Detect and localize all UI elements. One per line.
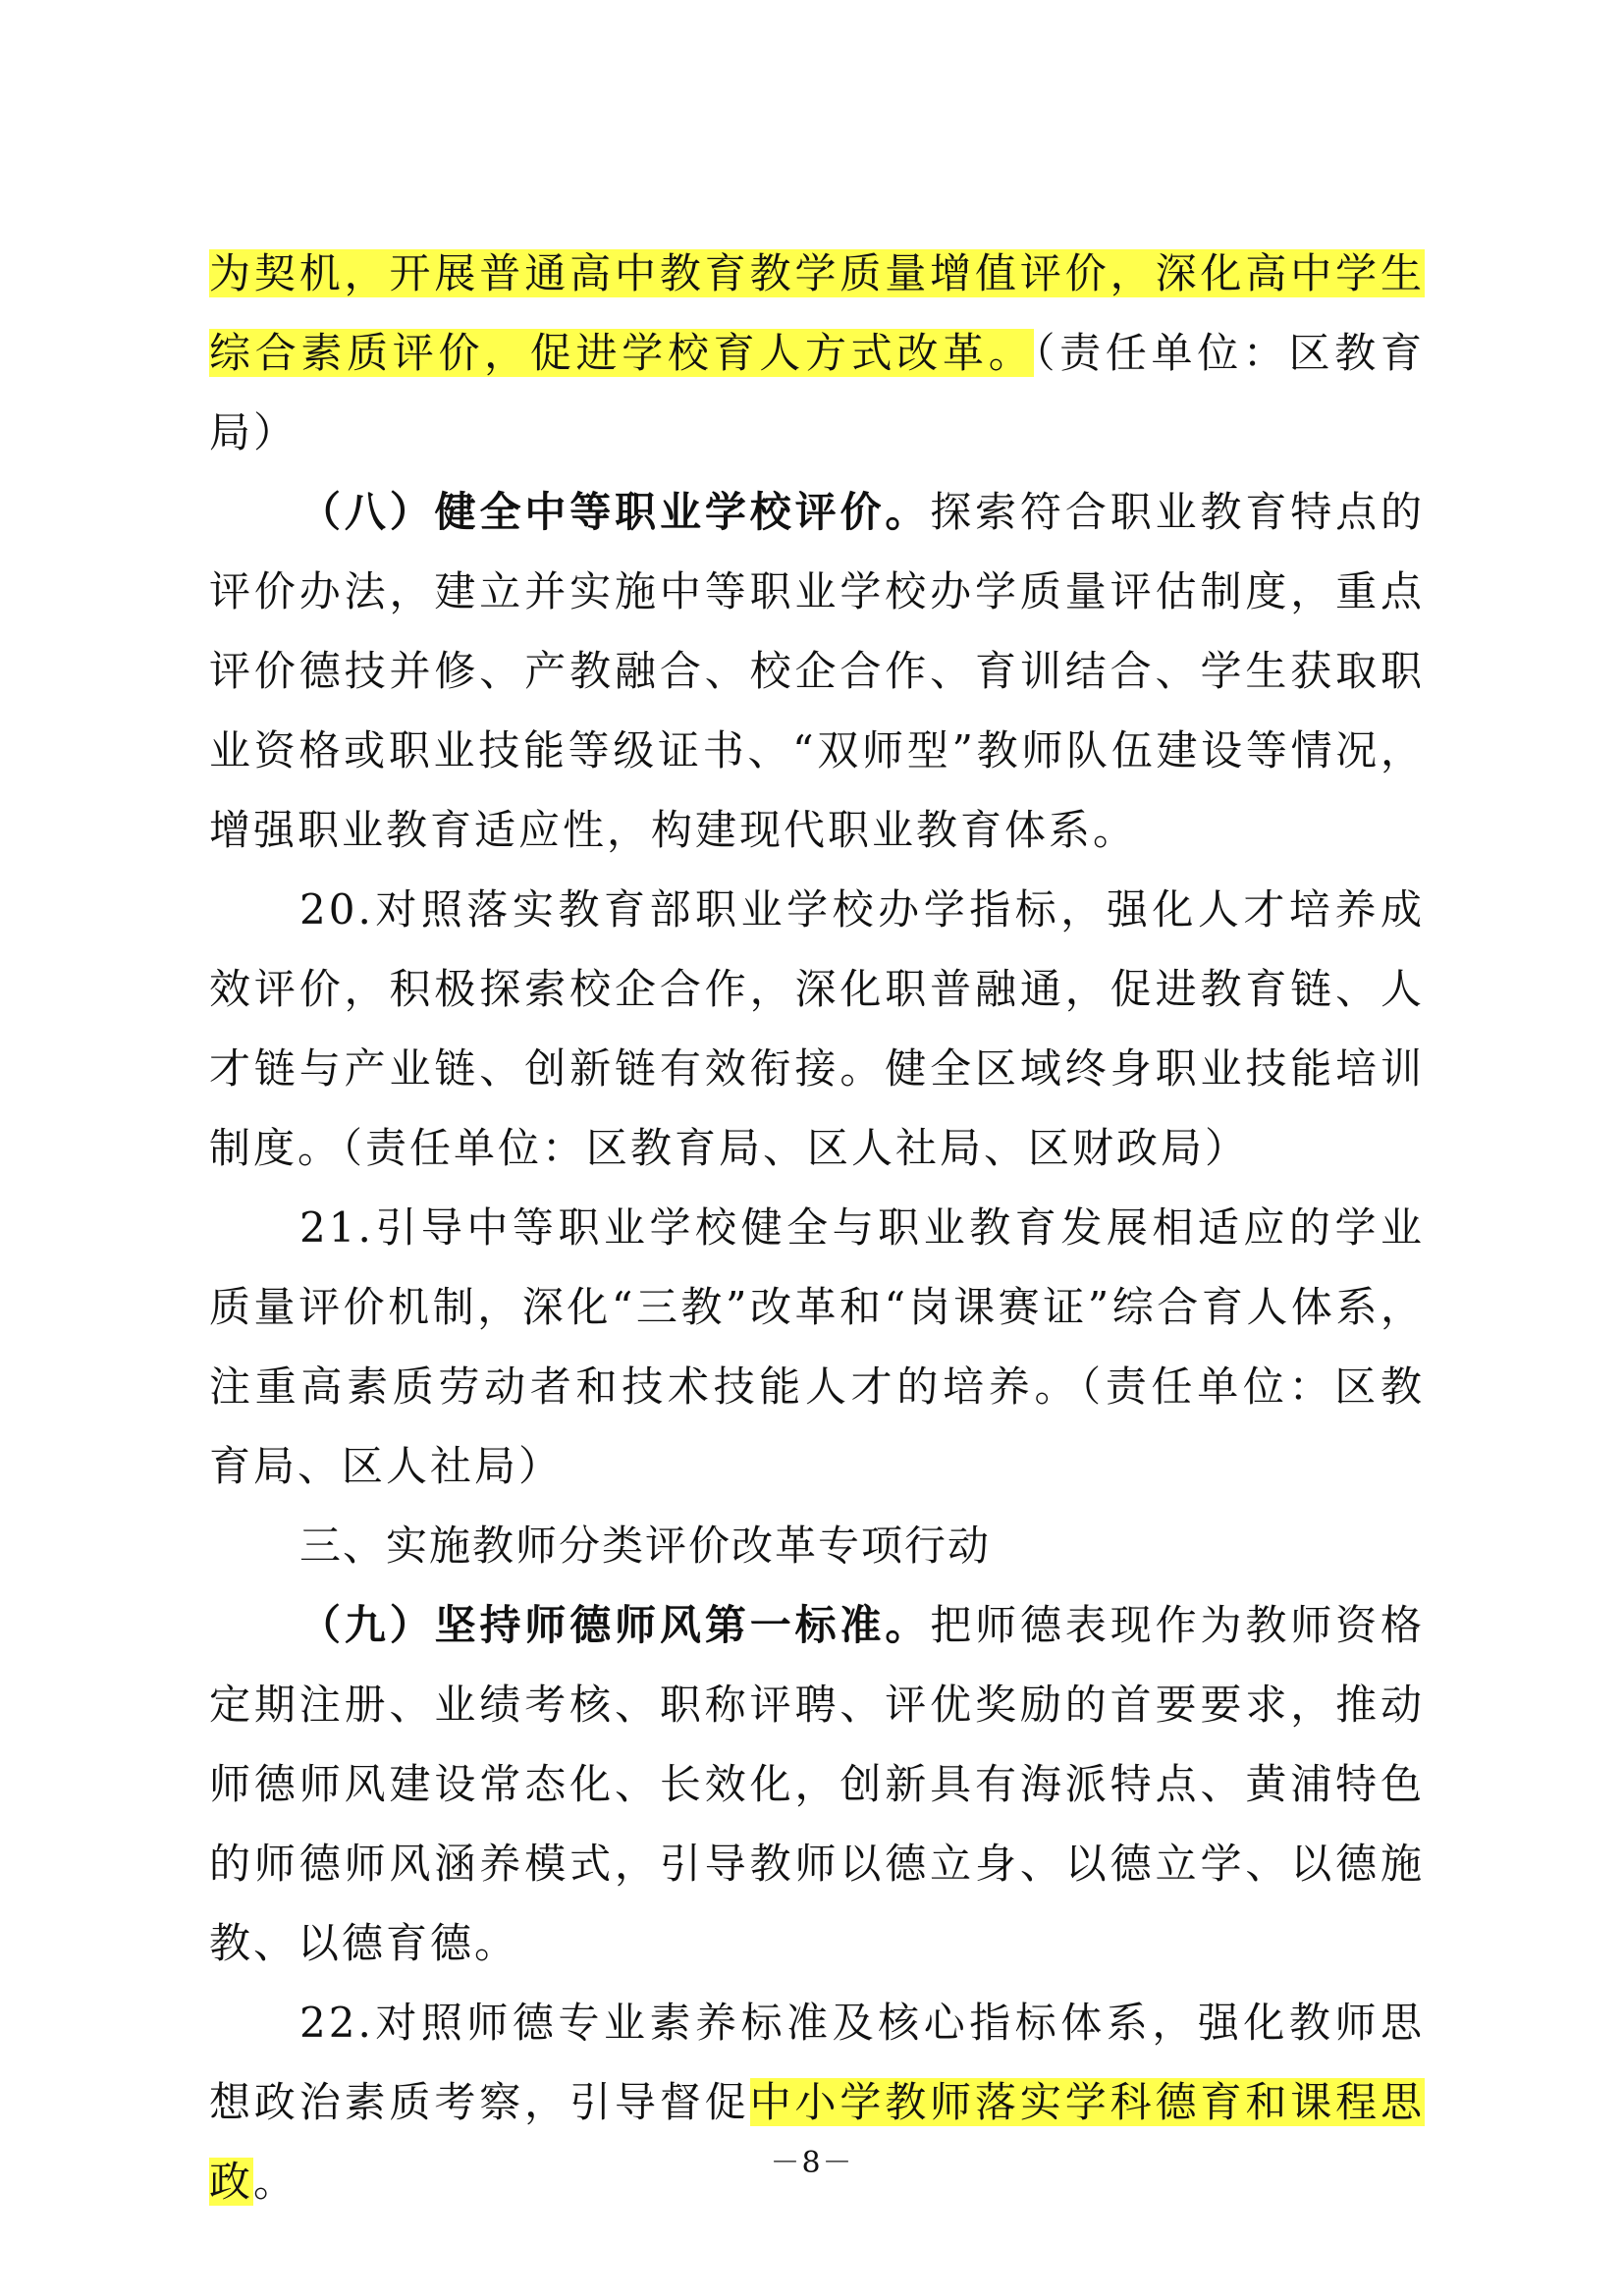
section-9-paragraph — [209, 1585, 1425, 1983]
section-8-paragraph — [209, 472, 1425, 870]
item-22-paragraph — [209, 1983, 1425, 2221]
item-22-body: 22.对照师德专业素养标准及核心指标体系，强化教师思想政治素质考察，引导督促 — [209, 1999, 1425, 2126]
chapter-3-heading: 三、实施教师分类评价改革专项行动 — [299, 1522, 992, 1570]
section-9-body: 把师德表现作为教师资格定期注册、业绩考核、职称评聘、评优奖励的首要要求，推动师德师风建设常态化、长效化，创新具有海派特点、黄浦特色的师德师风涵养模式，引导教师以德立身、以德立学、以德施教、以德育德。 — [209, 1601, 1425, 1967]
continuation-paragraph — [209, 234, 1425, 472]
document-body — [209, 234, 1425, 2221]
responsibility-note: （责任单位：区教育局） — [209, 329, 1425, 456]
item-21-paragraph: 21.引导中等职业学校健全与职业教育发展相适应的学业质量评价机制，深化“三教”改革和“岗课赛证”综合育人体系，注重高素质劳动者和技术技能人才的培养。（责任单位：区教育局、区人社局） — [209, 1203, 1425, 1490]
page-number: －8－ — [770, 2146, 854, 2180]
item-20-paragraph: 20.对照落实教育部职业学校办学指标，强化人才培养成效评价，积极探索校企合作，深化职普融通，促进教育链、人才链与产业链、创新链有效衔接。健全区域终身职业技能培训制度。（责任单位：区教育局、区人社局、区财政局） — [209, 885, 1425, 1172]
section-9-title: （九）坚持师德师风第一标准。 — [299, 1601, 931, 1649]
highlighted-text: 为契机，开展普通高中教育教学质量增值评价，深化高中学生综合素质评价，促进学校育人方式改革。 — [209, 249, 1425, 377]
highlighted-text: 中小学教师落实学科德育和课程思政 — [209, 2078, 1425, 2206]
item-22-tail: 。 — [253, 2158, 298, 2206]
section-8-title: （八）健全中等职业学校评价。 — [299, 488, 931, 536]
section-8-body: 探索符合职业教育特点的评价办法，建立并实施中等职业学校办学质量评估制度，重点评价德技并修、产教融合、校企合作、育训结合、学生获取职业资格或职业技能等级证书、“双师型”教师队伍建设等情况，增强职业教育适应性，构建现代职业教育体系。 — [209, 488, 1425, 854]
